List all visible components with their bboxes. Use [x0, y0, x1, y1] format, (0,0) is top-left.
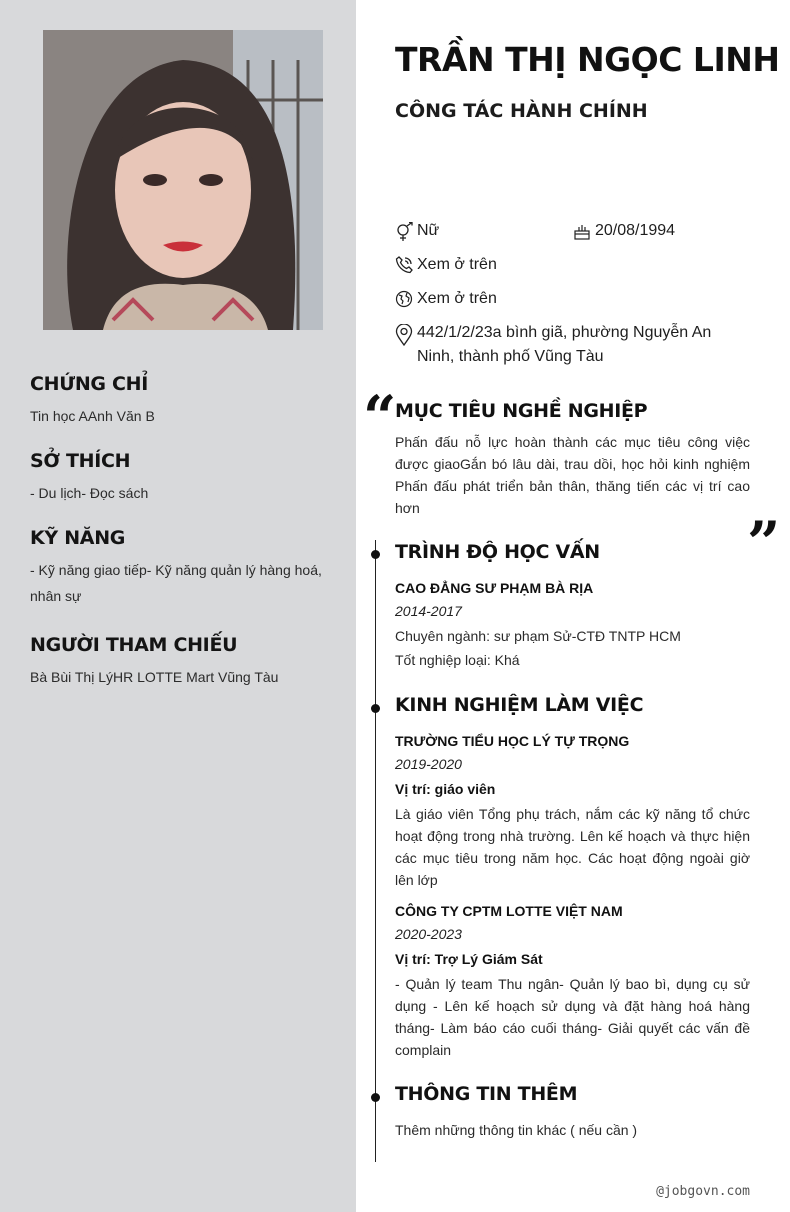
timeline-dot — [371, 550, 380, 559]
education-school: CAO ĐẲNG SƯ PHẠM BÀ RỊA — [395, 580, 594, 596]
job-company: TRƯỜNG TIỂU HỌC LÝ TỰ TRỌNG — [395, 733, 630, 749]
hobbies-heading: SỞ THÍCH — [30, 450, 131, 472]
additional-text: Thêm những thông tin khác ( nếu cần ) — [395, 1122, 638, 1138]
certificates-section — [30, 373, 330, 429]
objective-heading: MỤC TIÊU NGHỀ NGHIỆP — [395, 400, 648, 422]
education-major: Chuyên ngành: sư phạm Sử-CTĐ TNTP HCM — [395, 628, 681, 644]
candidate-name: TRẦN THỊ NGỌC LINH — [395, 40, 780, 79]
website-info — [395, 287, 735, 311]
experience-heading: KINH NGHIỆM LÀM VIỆC — [395, 694, 644, 716]
job-position: Vị trí: giáo viên — [395, 781, 496, 797]
gender-info — [395, 219, 565, 243]
watermark: @jobgovn.com — [656, 1184, 750, 1199]
quote-open-icon: “ — [363, 383, 397, 451]
references-section — [30, 634, 330, 690]
education-years: 2014-2017 — [395, 603, 462, 619]
hobbies-section — [30, 450, 330, 506]
references-text: Bà Bùi Thị LýHR LOTTE Mart Vũng Tàu — [30, 669, 279, 685]
timeline-dot — [371, 704, 380, 713]
quote-close-icon: ” — [747, 509, 781, 577]
certificates-text: Tin học AAnh Văn B — [30, 408, 155, 424]
objective-text: Phấn đấu nỗ lực hoàn thành các mục tiêu công việc được giaoGắn bó lâu dài, trau dồi, học hỏi kinh nghiệm Phấn đấu phát triển bản thân, thăng tiến các vị trí cao hơn — [395, 434, 750, 516]
dob-info — [573, 219, 753, 243]
job-years: 2019-2020 — [395, 756, 462, 772]
skills-text: - Kỹ năng giao tiếp- Kỹ năng quản lý hàng hoá, nhân sự — [30, 562, 322, 604]
dob-value: 20/08/1994 — [595, 222, 676, 239]
skills-heading: KỸ NĂNG — [30, 527, 126, 549]
additional-heading: THÔNG TIN THÊM — [395, 1083, 578, 1105]
job-description: Là giáo viên Tổng phụ trách, nắm các kỹ năng tổ chức hoạt động trong nhà trường. Lên kế hoạch và thực hiện các mục tiêu trong năm học. Các hoạt động ngoài giờ lên lớp — [395, 806, 750, 888]
map-pin-icon — [395, 324, 413, 346]
skills-section — [30, 527, 330, 609]
globe-icon — [395, 290, 413, 308]
hobbies-text: - Du lịch- Đọc sách — [30, 485, 149, 501]
phone-value: Xem ở trên — [417, 256, 497, 273]
job-title: CÔNG TÁC HÀNH CHÍNH — [395, 100, 648, 122]
phone-info — [395, 253, 735, 277]
education-heading: TRÌNH ĐỘ HỌC VẤN — [395, 541, 600, 563]
job-years: 2020-2023 — [395, 926, 462, 942]
job-company: CÔNG TY CPTM LOTTE VIỆT NAM — [395, 903, 623, 919]
address-value: 442/1/2/23a bình giã, phường Nguyễn An Ninh, thành phố Vũng Tàu — [417, 324, 712, 365]
profile-photo — [43, 30, 323, 330]
references-heading: NGƯỜI THAM CHIẾU — [30, 634, 238, 656]
cake-icon — [573, 222, 591, 240]
job-position: Vị trí: Trợ Lý Giám Sát — [395, 951, 543, 967]
timeline-dot — [371, 1093, 380, 1102]
gender-icon — [395, 222, 415, 242]
education-grade: Tốt nghiệp loại: Khá — [395, 652, 520, 668]
address-info — [395, 321, 735, 369]
certificates-heading: CHỨNG CHỈ — [30, 373, 149, 395]
job-description: - Quản lý team Thu ngân- Quản lý bao bì, dụng cụ sử dụng - Lên kế hoạch sử dụng và đặt hàng hoá hàng tháng- Làm báo cáo cuối tháng- Giải quyết các vấn đề complain — [395, 976, 750, 1058]
sidebar — [0, 0, 356, 1212]
gender-value: Nữ — [417, 222, 440, 239]
timeline-line — [375, 540, 376, 1162]
phone-icon — [395, 256, 413, 274]
website-value: Xem ở trên — [417, 290, 497, 307]
